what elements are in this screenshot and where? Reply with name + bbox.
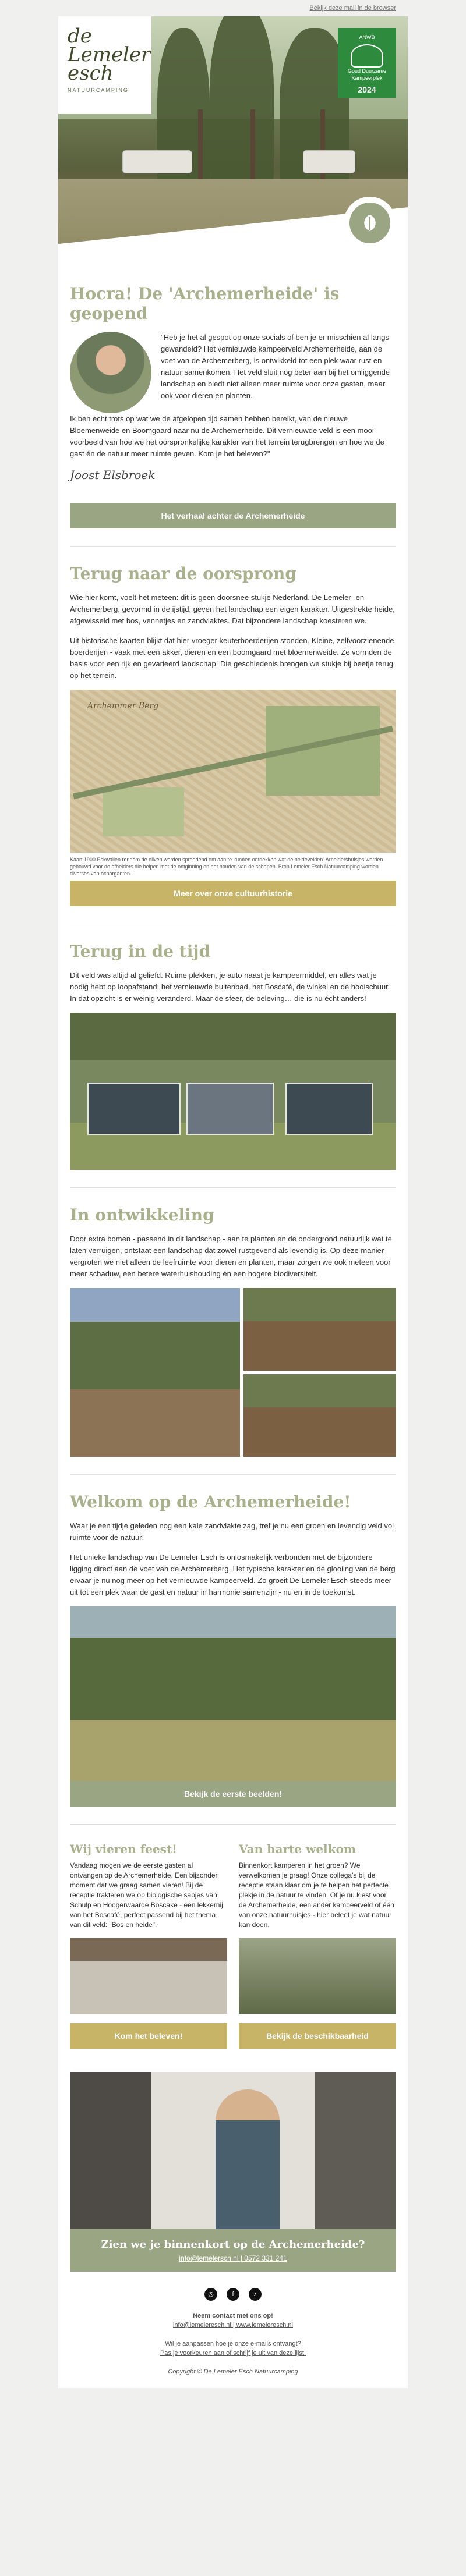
award-icon xyxy=(351,44,383,68)
logo-word: Lemeler xyxy=(68,43,151,66)
feature-welcome xyxy=(239,1842,396,2049)
divider xyxy=(70,1824,396,1825)
prefs-question: Wil je aanpassen hoe je onze e-mails ontvangt? xyxy=(165,2340,301,2347)
feature-celebrate xyxy=(70,1842,227,2049)
staff-person xyxy=(216,2089,280,2229)
welcome-paragraph: Het unieke landschap van De Lemeler Esch is onlosmakelijk verbonden met de bijzondere ligging direct aan de voet van de Archemerberg. Het typische karakter en de glooiing van de berg ervaar je nu nog meer op het vernieuwde kampeerveld. Zo groeit De Lemeler Esch steeds meer uit tot een plek waar de gast en natuur in harmonie samenzijn - nu en in de toekomst. xyxy=(70,1553,396,1596)
welcome-paragraph: Waar je een tijdje geleden nog een kale zandvlakte zag, tref je nu een groen en levendig veld vol ruimte voor de natuur! xyxy=(70,1521,394,1542)
feature-title: Wij vieren feest! xyxy=(70,1842,177,1856)
contact-links[interactable]: info@lemeleresch.nl | www.lemeleresch.nl xyxy=(173,2322,293,2329)
past-paragraph: Dit veld was altijd al geliefd. Ruime plekken, je auto naast je kampeermiddel, en alles wat je nodig hebt op loopafstand: het vernieuwde buitenbad, het Boscafé, de winkel en de hooischuur. In dat opzicht is er weinig veranderd. Maar de sfeer, de beleving… die is nu écht anders! xyxy=(70,971,390,1003)
logo-tagline: NATUURCAMPING xyxy=(68,87,129,93)
anwb-award-badge xyxy=(338,28,396,98)
hero-image xyxy=(58,16,408,272)
feature-title: Van harte welkom xyxy=(239,1842,356,1856)
caravan xyxy=(303,150,355,173)
intro-quote: "Heb je het al gespot op onze socials of ben je er misschien al langs gewandeld? Het vernieuwde kampeerveld Archemerheide, aan de voet van de Archemerberg, is ontwikkeld tot een plek waar rust en natuur samenkomen. Het veld sluit nog beter aan bij het omliggende landschap en biedt niet alleen meer ruimte voor onze gasten, maar ook voor dieren en planten. xyxy=(161,333,390,400)
badge-org: ANWB xyxy=(359,34,375,40)
email-container xyxy=(58,16,408,2388)
origin-section xyxy=(58,552,408,918)
leaf-icon xyxy=(344,197,396,249)
work-photo xyxy=(243,1374,396,1457)
intro-title: Hocra! De 'Archemerheide' is geopend xyxy=(70,284,340,323)
view-in-browser-link[interactable]: Bekijk deze mail in de browser xyxy=(309,5,396,12)
historic-map xyxy=(70,690,396,853)
cultural-history-button[interactable]: Meer over onze cultuurhistorie xyxy=(70,881,396,906)
welcome-section xyxy=(58,1481,408,1818)
past-section xyxy=(58,930,408,1181)
availability-button[interactable]: Bekijk de beschikbaarheid xyxy=(239,2023,396,2049)
signature: Joost Elsbroek xyxy=(70,468,156,482)
divider xyxy=(70,1187,396,1188)
forest-photo xyxy=(70,1606,396,1781)
divider xyxy=(70,546,396,547)
prefs-link[interactable]: Pas je voorkeuren aan of schrijf je uit van deze lijst. xyxy=(160,2350,306,2357)
nature-photo xyxy=(239,1938,396,2014)
logo-word: de xyxy=(68,24,92,48)
contact-title: Neem contact met ons op! xyxy=(193,2312,273,2319)
cta-title: Zien we je binnenkort op de Archemerheide? xyxy=(101,2238,365,2251)
facebook-icon[interactable]: f xyxy=(227,2288,239,2301)
story-button[interactable]: Het verhaal achter de Archemerheide xyxy=(70,503,396,528)
brand-logo[interactable] xyxy=(58,16,151,114)
past-title: Terug in de tijd xyxy=(70,942,211,961)
tree-decoration xyxy=(210,16,274,191)
tiktok-icon[interactable]: ♪ xyxy=(249,2288,262,2301)
cta-contact-link[interactable]: info@lemelersch.nl | 0572 331 241 xyxy=(179,2254,287,2262)
origin-paragraph: Wie hier komt, voelt het meteen: dit is geen doorsnee stukje Nederland. De Lemeler- en Archemerberg, gevormd in de ijstijd, geven het landschap een eigen karakter. Uitgestrekte heide, afgewisseld met bos, vennetjes en zandvlaktes. Dat bijzondere landschap koesteren we. xyxy=(70,593,395,625)
campsite-photo xyxy=(70,1013,396,1170)
map-caption: Kaart 1900 Eskwallen rondom de oliven worden spreddend om aan te kunnen ontdekken wat de heidevelden. Arbeidershuisjes worden gebouwd voor de afbelders die helpen met de ontginning en het houden van de schapen. Bron Lemeler Esch Natuurcamping worden diverses van ocharganten. xyxy=(70,857,383,877)
excavator-photo xyxy=(70,1288,240,1457)
origin-paragraph: Uit historische kaarten blijkt dat hier vroeger keuterboerderijen stonden. Kleine, zelfvoorzienende boerderijen - vaak met een akker, dieren en een boomgaard met bloemenweide. Ze vormden de basis voor een rijk en gevarieerd landschap! Die geschiedenis brengen we stukje bij beetje terug op het terrein. xyxy=(70,636,394,680)
social-links xyxy=(58,2288,408,2301)
caravan xyxy=(122,150,192,173)
experience-button[interactable]: Kom het beleven! xyxy=(70,2023,227,2049)
copyright: Copyright © De Lemeler Esch Natuurcamping xyxy=(168,2368,298,2375)
badge-title: Goud Duurzame Kampeerplek xyxy=(347,68,387,81)
feature-columns xyxy=(58,1830,408,2060)
development-paragraph: Door extra bomen - passend in dit landschap - aan te planten en de ondergrond natuurlijk wat te laten verruigen, ontstaat een landschap dat zowel rustgevend als levendig is. Op deze manier vergroten we niet alleen de leefruimte voor dieren en planten, maar zorgen we ook meteen voor meer schaduw, een betere waterhuishouding én een hogere biodiversiteit. xyxy=(70,1234,392,1278)
work-photo xyxy=(243,1288,396,1371)
reception-photo xyxy=(70,1938,227,2014)
first-images-button[interactable]: Bekijk de eerste beelden! xyxy=(70,1781,396,1807)
origin-title: Terug naar de oorsprong xyxy=(70,564,296,583)
feature-body: Binnenkort kamperen in het groen? We verwelkomen je graag! Onze collega's bij de receptie staan klaar om je te helpen het perfecte plekje in de natuur te vinden. Of je nu kiest voor de Archemerheide, een ander kampeerveld of één van onze natuurhuisjes - hier beleef je wat natuur kan doen. xyxy=(239,1861,394,1929)
logo-word: esch xyxy=(68,62,114,85)
development-title: In ontwikkeling xyxy=(70,1205,214,1225)
feature-body: Vandaag mogen we de eerste gasten al ontvangen op de Archemerheide. Een bijzonder moment dat we graag samen vieren! Bij de receptie trakteren we op biologische sapjes van Schulp en Hoogerwaarde Boscake - een lekkernij van het Boscafé, perfect passend bij het thema van dit veld: "Bos en heide". xyxy=(70,1861,223,1929)
badge-year: 2024 xyxy=(358,85,376,94)
intro-section xyxy=(58,272,408,540)
cta-band xyxy=(70,2229,396,2272)
avatar xyxy=(70,332,151,413)
development-section xyxy=(58,1194,408,1468)
development-photos xyxy=(70,1288,396,1457)
welcome-title: Welkom op de Archemerheide! xyxy=(70,1492,351,1511)
map-label: Archemmer Berg xyxy=(87,701,159,711)
intro-body: Ik ben echt trots op wat we de afgelopen tijd samen hebben bereikt, van de nieuwe Bloemenweide en Boomgaard naar nu de Archemerheide. Dit vernieuwde veld is een mooi voorbeeld van hoe we het oorspronkelijke karakter van het terrein terugbrengen en hoe we de gast én de natuur meer ruimte geven. Kom je het beleven?" xyxy=(70,414,384,458)
instagram-icon[interactable]: ◎ xyxy=(204,2288,217,2301)
staff-photo xyxy=(70,2072,396,2229)
footer xyxy=(58,2272,408,2388)
divider xyxy=(70,1474,396,1475)
